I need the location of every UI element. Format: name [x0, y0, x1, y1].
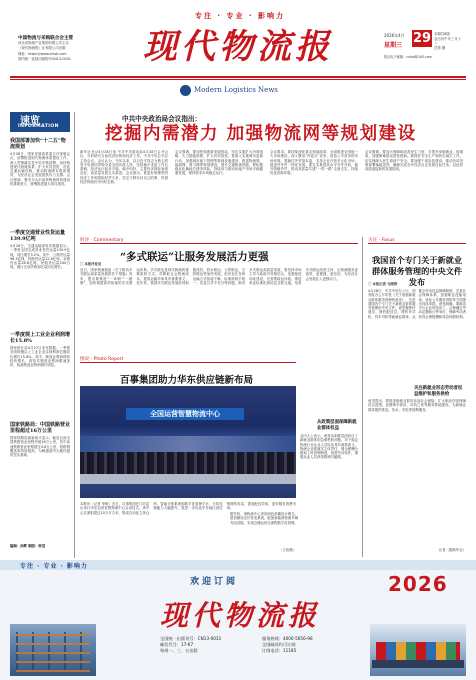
- lead-body-col: 会议强调，要加快构建新发展格局，坚定实施扩大内需战略，大力提振消费，扩大有效投资。要深入实施城市更新行动，加强城市地下管网等基础设施建设，推进物流网、能源网、算力网等规划建设，提升交通物流效能。要积极稳妥化解地方债务风险，持续用力推动房地产市场平稳健康发展，保持资本市场稳定运行。: [175, 150, 263, 176]
- warehouse-racks: [16, 632, 90, 672]
- commentary-rule: [80, 243, 358, 244]
- publisher-line: 国内统一连续出版物号CN13-0031: [18, 56, 71, 61]
- issue-line: 农历丙午年三月十三: [434, 36, 462, 46]
- masthead-slogan: 专注 · 专业 · 影响力: [194, 12, 286, 20]
- lead-body-col: 会议要求，要持续深化重点领域改革，全面推进全国统一大市场建设，深入整治“内卷式”竞争，营造公平竞争的市场环境。要稳住外贸基本盘，支持企业开拓多元化市场，促进内外贸一体化发展。要扎实推进高水平对外开放，稳外资稳外贸，推动高质量共建“一带一路”走深走实，持续优化营商环境。: [270, 150, 358, 176]
- english-name-bar: [180, 84, 310, 96]
- postal-code: 邮发代号：17-67: [160, 642, 194, 647]
- focus-title[interactable]: 我国首个专门关于新就业群体服务管理的中央文件发布: [371, 255, 463, 287]
- subscription-welcome: 欢迎订阅: [190, 577, 239, 587]
- photo-body: 本报讯（记者 李明）近日，百事集团在江苏昆山举行华东运营智慧物流中心启用仪式。该中心总面积超过10万平方米，集成自动化立体仓库、智能分拣系统和数字化管理平台，日均处理能力大幅提升，将进一步优化华东地区供应链网络布局，提高配送效率，更好服务消费市场。: [80, 502, 296, 515]
- focus-rule: [368, 243, 466, 244]
- brief-column: [10, 112, 70, 560]
- publisher-line: 河北省物流产业集团有限公司主办: [18, 41, 69, 46]
- container-ship-image: [370, 624, 466, 676]
- date-year: 2026年4月: [384, 33, 405, 38]
- service-hotline[interactable]: 服务热线：4000-5656-98: [262, 636, 313, 641]
- brief-body: 国家统计局4月27日发布数据，一季度全国规模以上工业企业实现利润总额同比增长15.8%。其中，制造业利润保持较快增长，高技术制造业利润增速加快，装备制造业利润增长明显。: [10, 346, 70, 368]
- photo-side-body: 据介绍，该物流中心采用绿色低碳设计理念，屋顶铺设光伏发电系统，配备新能源物流车辆充电设施，实现仓储运营全流程数字化管理。: [230, 512, 298, 525]
- brief-title-en: INFORMATION: [18, 124, 59, 129]
- photo-rule: [80, 362, 296, 363]
- brief-header: [10, 112, 70, 132]
- brief-body: 国家铁路局最新统计显示，截至目前全国铁路营业里程突破16万公里，其中高速铁路营业里程超过4.8万公里，铁路网覆盖率持续提高，为畅通国内大循环提供坚实基础。: [10, 436, 70, 458]
- date-day: 29: [412, 31, 432, 46]
- ship-containers: [376, 642, 460, 662]
- subscription-year: 2026: [388, 572, 448, 596]
- subscription-ad[interactable]: [0, 560, 476, 680]
- issue-info: [434, 32, 464, 51]
- column-divider: [362, 237, 363, 557]
- photo-banner: 全国运营智慧物流中心: [126, 408, 244, 420]
- subscription-top-bar: [0, 560, 476, 570]
- focus-byline: □ 本报记者 马晓涛: [368, 282, 398, 286]
- subscription-info-left: [160, 636, 260, 654]
- lead-body-col: 新华社北京4月28日电 中共中央政治局4月28日召开会议，分析研究当前经济形势和经济工作。中共中央总书记主持会议。会议认为，今年以来，以习近平同志为核心的党中央团结带领全党全国各族人民，坚持稳中求进工作总基调，经济运行起步平稳、稳中向好，主要经济指标表现良好，高质量发展扎实推进。会议指出，要更好统筹国内经济工作和国际经贸斗争，坚定不移办好自己的事，巩固经济持续回升向好态势。: [80, 150, 168, 185]
- focus-subhead: 从政策层面保障新就业群体权益: [317, 420, 357, 431]
- commentary-tag: 时评 · Commentary: [80, 238, 124, 243]
- brief-body: 4月28日，国家发展改革委召开视频会议，部署推进现代物流体系建设工作，深入贯彻落实党中央决策部署，加快构建现代物流体系，扩大有效投资，优化交通运输结构，推动物流降本提质增效，为经济社会发展提供有力支撑。会议强调，要充分认识加快物流规划建设的重要意义，统筹推进重大项目建设。: [10, 152, 70, 187]
- focus-body: 4月28日，中共中央办公厅、国务院办公厅印发《关于加强新就业群体服务管理的意见》，这是我国首个专门关于新就业群体服务管理的中央文件。意见聚焦快递员、网约配送员、网约车司机、货车司机等新就业群体，从健全劳动权益保障制度、完善社会保障体系、加强职业技能培训、优化公共服务供给等方面提出具体举措。意见明确，要推动平台企业规范用工，合理确定劳动定额和计件单价，保障劳动者获得合理报酬和休息休假权利。: [368, 289, 466, 319]
- post-office-note: 全国邮局均可订阅: [262, 642, 296, 647]
- brief-body: 4月28日，交通运输部发布数据显示，一季度全国完成营业性货运量139.9亿吨，同比增长3.2%。其中，公路货运量98.3亿吨，铁路货运量12.6亿吨，水路货运量26.8亿吨，民航货运量244万吨，港口完成货物吞吐量同比增长。: [10, 244, 70, 270]
- masthead-divider-thin: [10, 79, 466, 80]
- lead-body-col: 会议强调，要加大保障和改善民生力度，多措并举稳就业、促增收，加强困难群众帮扶救助。要抓好安全生产和防灾减灾工作，切实保障人民生命财产安全。要加强干部队伍建设，推动各项决策部署落地见效，确保完成全年经济社会发展目标任务，以优异成绩迎接新的发展阶段。: [365, 150, 463, 172]
- newspaper-logo: 现代物流报: [143, 27, 333, 67]
- brief-headline[interactable]: 一季度交通营业性货运量139.9亿吨: [10, 230, 66, 243]
- editor-credit: 编辑：孙辉 制版：杨莹: [10, 544, 46, 548]
- brief-headline[interactable]: 国家铁路局：中国铁路营业里程超过16万公里: [10, 422, 71, 435]
- lead-headline[interactable]: 挖掘内需潜力 加强物流网等规划建设: [105, 124, 417, 144]
- photo-credit: （王伟摄）: [279, 548, 296, 552]
- focus-tag: 关注 · Focus: [368, 238, 395, 243]
- date-weekday: 星期三: [384, 42, 403, 49]
- issue-line: 本期共8版: [434, 32, 450, 36]
- masthead: [0, 0, 476, 100]
- column-divider: [74, 112, 75, 558]
- subscription-phone[interactable]: 订阅电话：11185: [262, 648, 297, 653]
- focus-footer: 记者（据新华社）: [438, 548, 466, 552]
- ship-hull: [372, 660, 464, 668]
- commentary-title[interactable]: “多式联运”让服务发展活力更强: [120, 251, 269, 263]
- brief-headline[interactable]: 一季度规上工业企业利润增长15.8%: [10, 332, 71, 345]
- photo-floor: [80, 474, 296, 484]
- brief-headline[interactable]: 我国部署加快“十二五”物流规划: [10, 138, 66, 151]
- photo-crowd: [80, 452, 296, 474]
- publisher-line: 中国物流与采购联合会主管: [18, 36, 74, 41]
- contact-email: 报社电子邮箱：cnlsb@163.com: [384, 55, 432, 59]
- publish-cycle: 每周一、三、五出版: [160, 648, 198, 653]
- commentary-body: 近日，国家物流枢纽《关于推动多式联运高质量发展的若干措施》发布，提出要推进“一单制”“一箱制”，加快构建高效衔接的多式联运体系。多式联运是现代物流的重要组织方式，对降低社会物流成本、提高运输效率具有重要意义。近年来，我国多式联运发展取得积极成效，铁水联运、公铁联运、空铁联运等加快发展，但仍存在各种运输方式衔接不畅、标准规则不统一、信息共享不充分等问题。推动多式联运高质量发展，要坚持市场主导与政府引导相结合，加强枢纽场站建设，完善集疏运体系，推进单证标准化和信息互联互通，培育多式联运经营主体，让物流服务更高效、更便捷、更经济，为经济社会发展注入更强动力。: [80, 268, 358, 285]
- subscription-info-right: [262, 636, 366, 654]
- focus-sub-body: 意见提出，要推进新就业群体参加社会保险，扩大职业伤害保障试点范围，加强骑手驿站、司机之家等服务阵地建设，为新就业群体提供休息、饮水、充电等便利服务。: [368, 399, 466, 412]
- photo-tag: 图说 · Photo Report: [80, 357, 124, 362]
- focus-subhead: 关注新就业形态劳动者权益维护和服务供给: [414, 386, 463, 397]
- publisher-info: [18, 36, 128, 62]
- publication-code: 全国统一出版刊号：CN13-0031: [160, 636, 222, 641]
- issue-line: 总第 期: [434, 46, 446, 51]
- focus-sub-body: 业内人士表示，意见从制度层面回应了新就业群体的急难愁盼问题，对于稳定物流行业从业人员队伍具有重要意义。物流企业要落实主体责任，健全薪酬分配和工时管理制度，改善劳动条件，增强从业人员获得感和归属感。: [300, 434, 358, 460]
- website-link[interactable]: 网址：https://www.cnlsb.com: [18, 51, 67, 56]
- english-name: Modern Logistics News: [194, 86, 278, 94]
- globe-icon: [180, 85, 191, 96]
- commentary-byline: □ 本报评论员: [80, 262, 102, 266]
- warehouse-image: [10, 624, 96, 676]
- lead-kicker: 中共中央政治局会议指出：: [122, 115, 202, 123]
- date-box: [384, 30, 464, 70]
- masthead-divider: [10, 76, 466, 78]
- subscription-slogan: 专注 · 专业 · 影响力: [20, 563, 88, 570]
- subscription-logo: 现代物流报: [159, 599, 320, 632]
- brief-title: 速览: [20, 116, 40, 127]
- event-photo: [80, 386, 296, 498]
- publisher-line: 《现代物流报》社有限公司出版: [18, 46, 66, 51]
- photo-title[interactable]: 百事集团助力华东供应链新布局: [120, 375, 254, 386]
